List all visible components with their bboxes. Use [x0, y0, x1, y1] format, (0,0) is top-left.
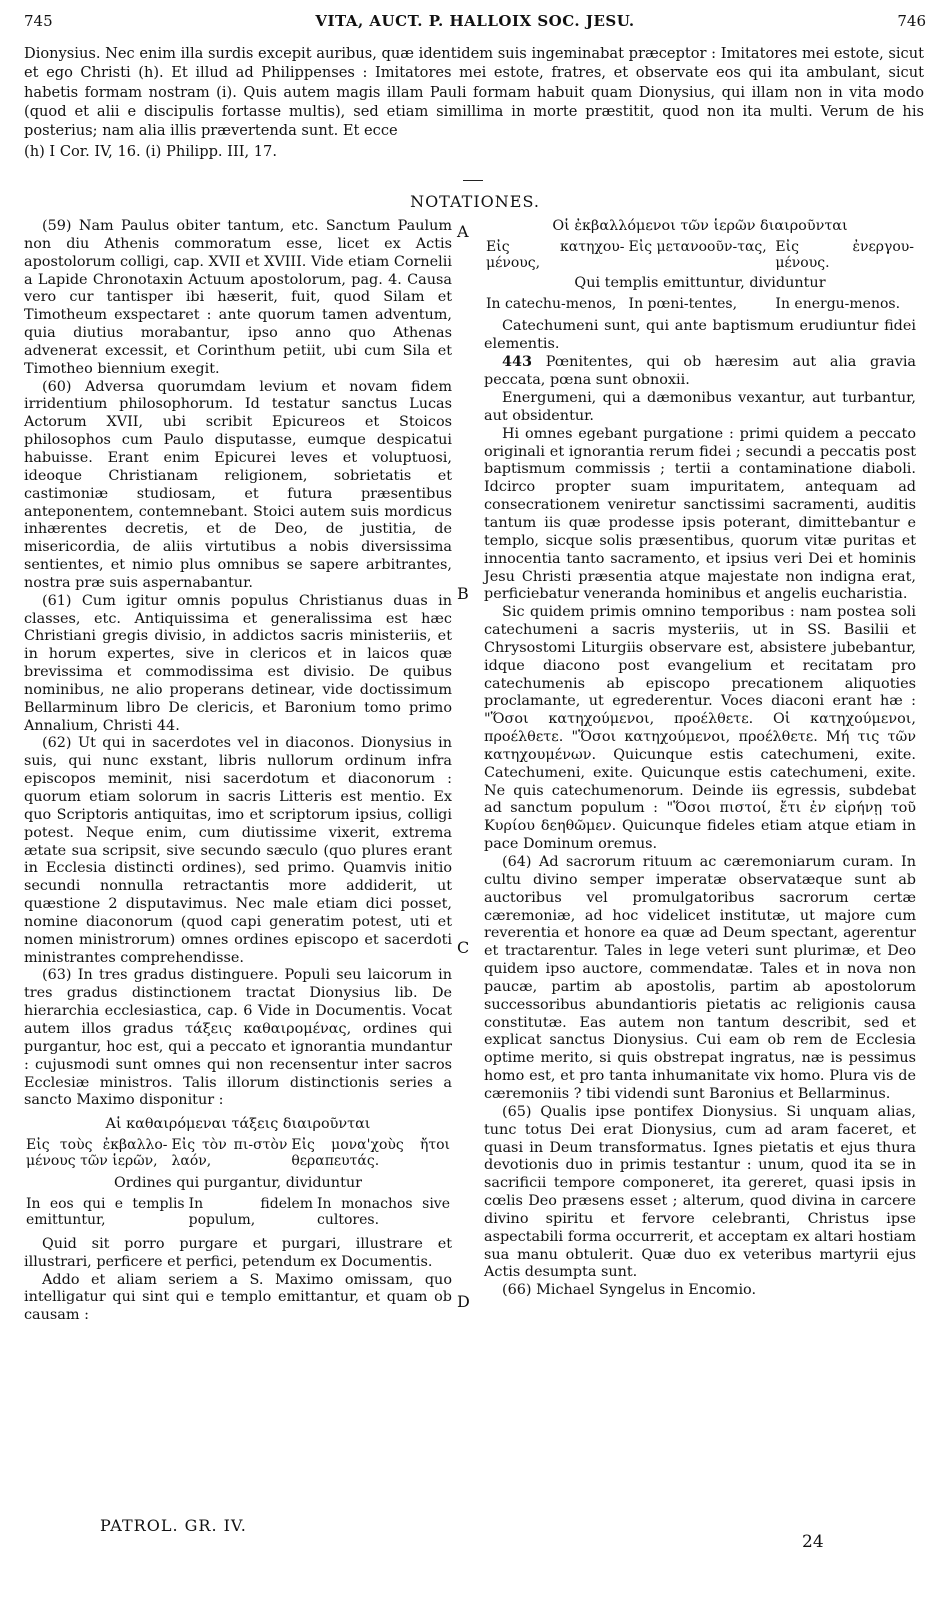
note-63: (63) In tres gradus distinguere. Populi seu laicorum in tres gradus distinctionem tractat Dionysius lib. De hierarchia ecclesiastica, cap. 6 Vide in Documentis. Vocat autem illos gradus τάξεις καθαιρομένας, ordines qui purgantur, hoc est, qui a peccato et ignorantia mundantur : cujusmodi sunt omnes qui non recensentur inter sacros Ecclesiæ ministros. Talis illorum distinctionis series a sancto Maximo disponitur :: [24, 967, 452, 1109]
greek-table: [24, 1137, 452, 1169]
margin-letter: C: [457, 938, 470, 957]
greek-cell: Εἰς τοὺς ἐκβαλλο-μένους τῶν ἱερῶν,: [26, 1137, 168, 1170]
paragraph: [484, 353, 916, 390]
main-paragraph: Dionysius. Nec enim illa surdis excepit auribus, quæ identidem suis ingeminabat præceptor : Imitatores mei estote, sicut et ego Christi (h). Et illud ad Philippenses : Imitatores mei estote, fratres, et observate eos qui ita ambulant, sicut habetis formam nostram (i). Quis autem magis illam Pauli formam habuit quam Dionysius, qui illam non in vita modo (quod et alii e discipulis fortasse multis), sed etiam simillima in morte præstitit, quod non ita multi. Verum de his posterius; nam alia illis prævertenda sunt. Et ecce: [24, 45, 924, 140]
greek-cell: Εἰς ἐνεργου-μένους.: [775, 238, 914, 271]
paragraph: Quid sit porro purgare et purgari, illustrare et illustrari, perficere et perfici, petendum ex Documentis.: [24, 1235, 452, 1270]
latin-cell: In eos qui e templis emittuntur,: [26, 1195, 185, 1228]
paragraph: Energumeni, qui a dæmonibus vexantur, aut turbantur, aut obsidentur.: [484, 390, 916, 424]
page-number-left: 745: [24, 12, 53, 30]
running-title: VITA, AUCT. P. HALLOIX SOC. JESU.: [315, 12, 635, 30]
section-number: 443: [502, 353, 533, 371]
right-column: [484, 218, 916, 1300]
latin-cell: In fidelem populum,: [188, 1195, 314, 1228]
page-number-right: 746: [897, 12, 926, 30]
latin-cell: In monachos sive cultores.: [317, 1195, 450, 1228]
greek-cell: Εἰς τὸν πι-στὸν λαόν,: [171, 1137, 288, 1170]
greek-cell: Εἰς μετανοοῦν-τας,: [628, 238, 767, 255]
divider: [463, 180, 483, 181]
left-column: [24, 218, 452, 1325]
latin-table: [24, 1196, 452, 1228]
margin-letter: A: [457, 222, 469, 241]
paragraph: Catechumeni sunt, qui ante baptismum erudiuntur fidei elementis.: [484, 317, 916, 352]
greek-cell: Εἰς κατηχου-μένους,: [486, 238, 625, 271]
signature-number: 24: [802, 1532, 824, 1552]
latin-cell: In catechu-menos,: [486, 295, 617, 312]
paragraph: Addo et aliam seriem a S. Maximo omissam, quo intelligatur qui sint qui e templo emittantur, et quam ob causam :: [24, 1271, 452, 1324]
note-62: (62) Ut qui in sacerdotes vel in diaconos. Dionysius in suis, qui nunc exstant, libris nullorum ordinum infra episcopos meminit, nisi sacerdotum et diaconorum : quorum etiam solorum in sacris Litteris est mentio. Ex quo Scriptoris antiquitas, imo et scriptorum ipsius, colligi potest. Neque enim, cum diutissime vixerit, extrema ætate sua scripsit, sive secundo sæculo (quo plures erant in Ecclesia distincti ordines), sed primo. Quamvis initio secundi nonnulla retractantis more addiderit, ut quæstione 2 disputavimus. Nec male etiam dici posset, nomine diaconorum (quod capi generatim potest, uti et nomen ministrorum) omnes ordines episcopo et sacerdoti ministrantes comprehendisse.: [24, 735, 452, 966]
note-61: (61) Cum igitur omnis populus Christianus duas in classes, etc. Antiquissima et generalissima est hæc Christiani gregis divisio, in addictos sacris ministeriis, et in horum expertes, sive in clericos et in laicos quæ brevissima et commodissima est divisio. De quibus nominibus, ne alio properans detinear, vide doctissimum Bellarminum libro De clericis, et Baronium tomo primo Annalium, Christi 44.: [24, 592, 452, 734]
greek-cell: Εἰς μονα'χοὺς ἤτοι θεραπευτάς.: [291, 1137, 450, 1170]
note-66: (66) Michael Syngelus in Encomio.: [502, 1282, 757, 1299]
latin-table-head: Qui templis emittuntur, dividuntur: [574, 274, 826, 291]
margin-letter: D: [457, 1292, 470, 1311]
greek-table-head: Αἱ καθαιρόμεναι τάξεις διαιροῦνται: [105, 1116, 371, 1133]
note-60: (60) Adversa quorumdam levium et novam fidem irridentium philosophorum. Id testatur sanctus Lucas Actorum XVII, ubi scribit Epicureos et Stoicos philosophos cum Paulo disputasse, eumque despicatui habuisse. Erant enim Epicurei leves et voluptuosi, ideoque Christianam religionem, sobrietatis et castimoniæ studiosam, et futura præsentibus anteponentem, contemnebant. Stoici autem suis mordicus inhærentes decretis, et de Deo, de justitia, de misericordia, de aliis virtutibus a nobis diversissima sentientes, et nimio plus omnibus se sapere arbitrantes, nostra præ suis aspernabantur.: [24, 378, 452, 591]
note-65: (65) Qualis ipse pontifex Dionysius. Si unquam alias, tunc totus Dei erat Dionysius, cum ad aram faceret, et quasi in Deum transformatus. Ignes pietatis et ejus thura devotionis duo in primis testantur : unum, quod ita se in sacrificii tempore componeret, ita gereret, quasi ipsis in cœlis Deo præsens esset ; alterum, quod divina in carcere divino spiritu et fervore celebranti, Christus ipse aspectabili forma occurrerit, et acceptam ex altari hostiam sua manu obtulerit. Quæ duo ex veteribus martyrii ejus Actis desumpta sunt.: [484, 1103, 916, 1281]
latin-cell: In pœni-tentes,: [628, 295, 738, 312]
margin-letter: B: [457, 584, 469, 603]
footer-signature: PATROL. GR. IV.: [100, 1516, 247, 1535]
paragraph-text: Pœnitentes, qui ob hæresim aut alia gravia peccata, pœna sunt obnoxii.: [484, 354, 917, 389]
note-64: (64) Ad sacrorum rituum ac cæremoniarum curam. In cultu divino semper imperatæ observatæque sunt ab auctoribus vel promulgatoribus sacrorum certæ cæremoniæ, ad hoc videlicet institutæ, ut majore cum reverentia et honore ea quæ ad Deum spectant, agerentur et tractarentur. Tales in lege veteri sunt plurimæ, et Deo quidem ipso auctore, commendatæ. Tales et in nova non paucæ, partim ab apostolis, partim ab apostolorum successoribus abundantioris pietatis ac religionis causa constitutæ. Eas autem non tantum describit, sed et explicat sanctus Dionysius. Cui eam ob rem de Ecclesia optime merito, si quis obstrepat ingratus, næ is pessimus homo est, et pro tanta inhumanitate vix homo. Plura vis de cæremoniis ? tibi videndi sunt Baronius et Bellarminus.: [484, 854, 916, 1102]
note-59: (59) Nam Paulus obiter tantum, etc. Sanctum Paulum non diu Athenis commoratum esse, licet ex Actis apostolorum colligi, cap. XVII et XVIII. Vide etiam Cornelii a Lapide Chronotaxin Actuum apostolorum, pag. 4. Causa vero cur tantisper ibi hæserit, fuit, quod Silam et Timotheum exspectaret : ante quorum tamen adventum, quia diutius morabantur, ipso anno quo Athenas advenerat excessit, et Corinthum petiit, ubi cum Sila et Timotheo biennium exegit.: [24, 218, 452, 377]
paragraph: Hi omnes egebant purgatione : primi quidem a peccato originali et ignorantia rerum fidei ; secundi a peccatis post baptismum commissis ; tertii a contaminatione diaboli. Idcirco propter suam impuritatem, antequam ad consecrationem veniretur sanctissimi sacramenti, auditis tantum iis quæ prodesse ipsis poterant, dimittebantur e templo, sicque solis præsentibus, quorum vitæ puritas et innocentia tanto sacramento, et ipsius veri Dei et hominis Jesu Christi præsentia atque majestate non indigna erat, perficiebatur veneranda hominibus et angelis eucharistia.: [484, 425, 916, 603]
latin-table-head: Ordines qui purgantur, dividuntur: [113, 1175, 363, 1192]
greek-table: [484, 239, 916, 271]
paragraph: Sic quidem primis omnino temporibus : nam postea soli catechumeni a sacris mysteriis, ut in SS. Basilii et Chrysostomi Liturgiis observare est, absistere jubebantur, idque diacono post evangelium et recitatam pro catechumenis ab episcopo precationem aliquoties proclamante, ut egrederentur. Voces diaconi erant hæ : "Ὅσοι κατηχούμενοι, προέλθετε. Οἱ κατηχούμενοι, προέλθετε. "Ὅσοι κατηχούμενοι, προέλθετε. Μή τις τῶν κατηχουμένων. Quicunque estis catechumeni, exite. Catechumeni, exite. Quicunque estis catechumeni, exite. Ne quis catechumenorum. Deinde iis egressis, subdebat ad sanctum populum : "Ὅσοι πιστοί, ἔτι ἐν εἰρήνῃ τοῦ Κυρίου δεηθῶμεν. Quicunque fideles etiam atque etiam in pace Dominum oremus.: [484, 604, 916, 853]
section-title: NOTATIONES.: [410, 192, 540, 211]
greek-table-head: Οἱ ἐκβαλλόμενοι τῶν ἱερῶν διαιροῦνται: [552, 218, 848, 234]
latin-cell: In energu-menos.: [775, 295, 901, 312]
latin-table: [484, 296, 916, 312]
main-text: [24, 44, 924, 162]
footnotes: (h) I Cor. IV, 16. (i) Philipp. III, 17.: [24, 143, 277, 161]
running-header: [24, 12, 926, 34]
